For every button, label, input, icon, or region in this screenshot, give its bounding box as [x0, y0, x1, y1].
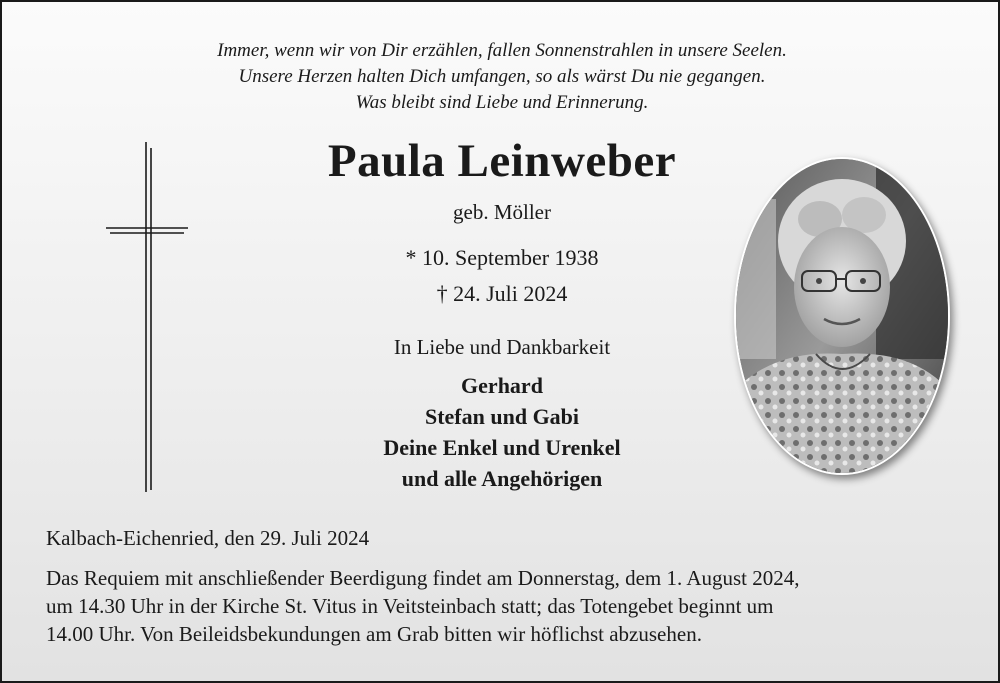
birth-date: * 10. September 1938	[405, 245, 599, 270]
verse-line-2: Unsere Herzen halten Dich umfangen, so als wärst Du nie gegangen.	[238, 66, 766, 87]
mourner-item: Gerhard	[461, 373, 543, 398]
deceased-name: Paula Leinweber	[327, 135, 677, 187]
mourner-item: Stefan und Gabi	[424, 404, 580, 429]
place-and-date: Kalbach-Eichenried, den 29. Juli 2024	[46, 526, 370, 550]
verse-line-1: Immer, wenn wir von Dir erzählen, fallen Sonnenstrahlen in unsere Seelen.	[217, 40, 787, 61]
death-date: † 24. Juli 2024	[436, 281, 568, 306]
mourner-item: Deine Enkel und Urenkel	[383, 435, 621, 460]
birth-name: geb. Möller	[453, 200, 551, 224]
info-line-3: 14.00 Uhr. Von Beileidsbekundungen am Grab bitten wir höflichst abzusehen.	[46, 622, 702, 646]
cross-icon	[106, 142, 190, 492]
portrait-photo	[734, 157, 950, 475]
memorial-verse	[2, 38, 1000, 116]
info-line-2: um 14.30 Uhr in der Kirche St. Vitus in Veitsteinbach statt; das Totengebet beginnt um	[46, 594, 774, 618]
service-info	[46, 564, 976, 648]
mourners-list	[252, 370, 752, 494]
mourner-item: und alle Angehörigen	[401, 466, 603, 491]
info-line-1: Das Requiem mit anschließender Beerdigung findet am Donnerstag, dem 1. August 2024,	[46, 566, 800, 590]
verse-line-3: Was bleibt sind Liebe und Erinnerung.	[355, 92, 649, 113]
thanks-line: In Liebe und Dankbarkeit	[393, 335, 611, 359]
